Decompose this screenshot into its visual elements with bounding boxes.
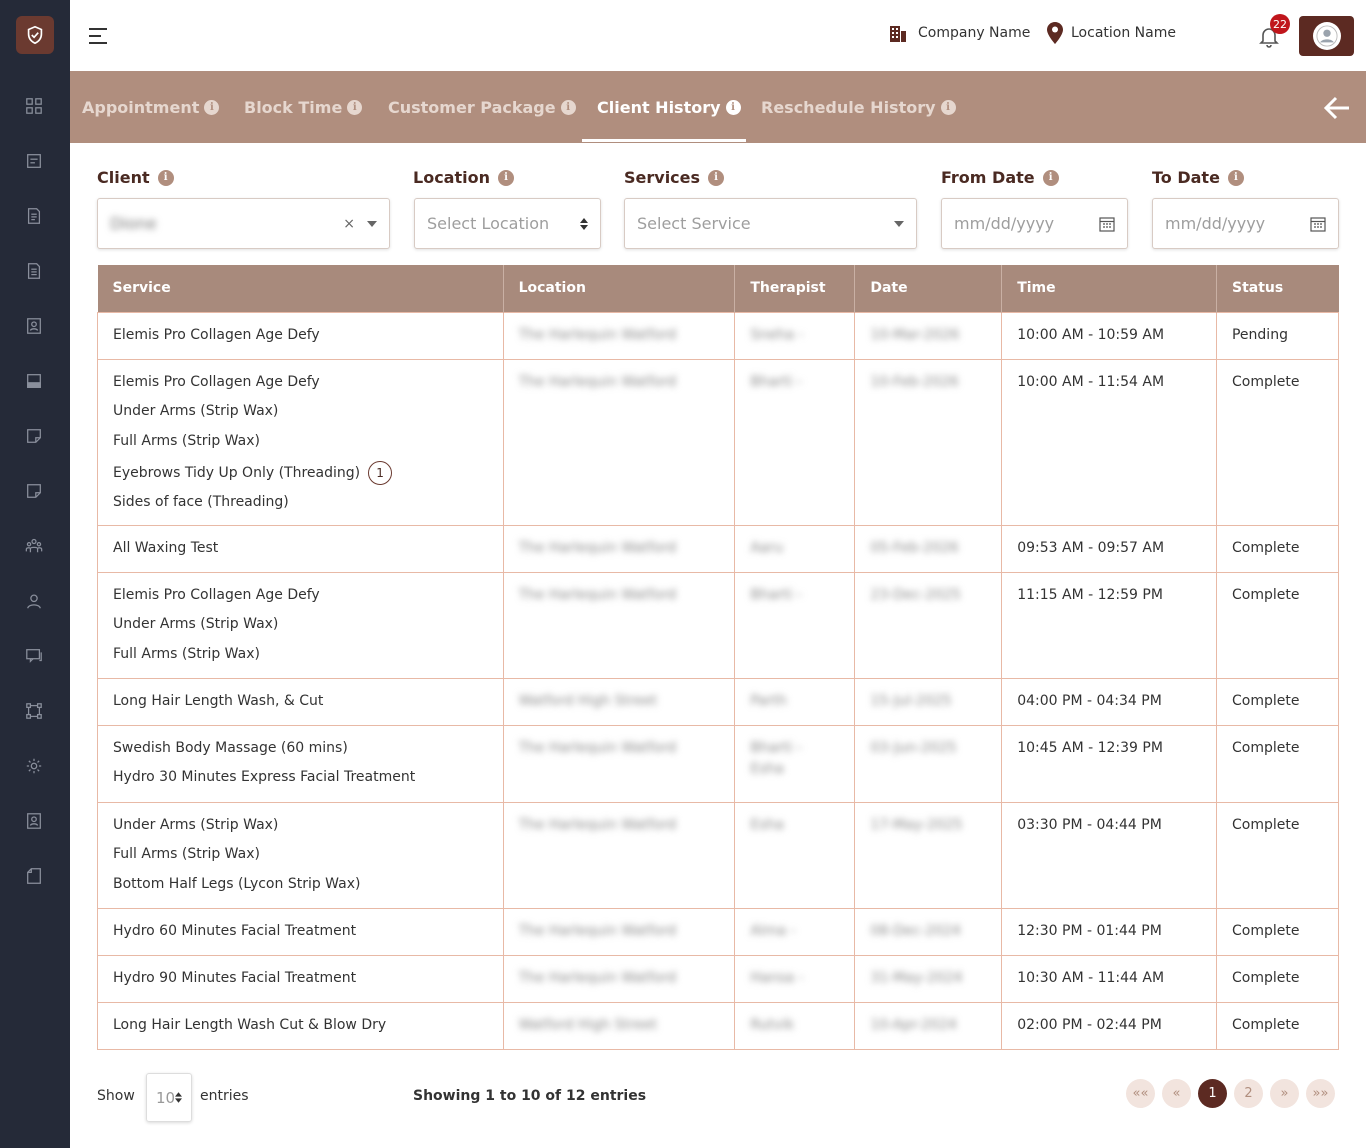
- cell-location: [503, 1002, 735, 1049]
- location-select-placeholder: Select Location: [427, 214, 550, 233]
- time-value: 11:15 AM - 12:59 PM: [1017, 586, 1163, 603]
- entries-label: entries: [200, 1088, 249, 1104]
- service-count-badge[interactable]: 1: [368, 461, 392, 485]
- tab-label: Reschedule History: [761, 97, 936, 117]
- therapist-value: Hansa -: [750, 969, 804, 986]
- from-date-placeholder: mm/dd/yyyy: [954, 214, 1055, 233]
- info-icon: i: [561, 100, 576, 115]
- service-item: [113, 644, 488, 674]
- cell-therapist: [735, 312, 855, 359]
- cell-therapist: [735, 1002, 855, 1049]
- map-pin-icon: [1047, 22, 1063, 44]
- location-value: The Harlequin Watford: [518, 922, 677, 939]
- cell-date: [855, 678, 1002, 725]
- location-label-text: Location: [413, 168, 490, 187]
- services-select[interactable]: [624, 198, 917, 249]
- time-value: 09:53 AM - 09:57 AM: [1017, 539, 1165, 556]
- service-name: Under Arms (Strip Wax): [113, 616, 279, 632]
- cell-therapist: [735, 678, 855, 725]
- location-value: The Harlequin Watford: [518, 969, 677, 986]
- contact-card-icon[interactable]: [24, 316, 44, 336]
- cell-therapist: [735, 908, 855, 955]
- chat-icon[interactable]: [24, 646, 44, 666]
- client-history-table: [97, 265, 1339, 1050]
- document-icon[interactable]: [24, 206, 44, 226]
- cell-date: [855, 572, 1002, 678]
- service-item: [113, 325, 488, 355]
- cell-date: [855, 1002, 1002, 1049]
- service-item: [113, 614, 488, 644]
- inbox-icon[interactable]: [24, 371, 44, 391]
- tab-appointment[interactable]: [82, 95, 219, 119]
- therapist-value: Bharti - Esha: [750, 739, 803, 777]
- location-filter-label: [413, 168, 514, 187]
- services-filter-label: [624, 168, 724, 187]
- service-item: [113, 921, 488, 951]
- cell-therapist: [735, 802, 855, 908]
- therapist-value: Aaru: [750, 539, 784, 556]
- cell-service: [98, 572, 504, 678]
- info-icon: i: [1043, 170, 1059, 186]
- service-item: [113, 738, 488, 768]
- table-row: [98, 1002, 1339, 1049]
- date-value: 05-Feb-2026: [870, 539, 959, 556]
- time-value: 10:30 AM - 11:44 AM: [1017, 969, 1165, 986]
- cell-date: [855, 312, 1002, 359]
- date-value: 08-Dec-2024: [870, 922, 961, 939]
- table-row: [98, 572, 1339, 678]
- cell-status: [1216, 572, 1338, 678]
- service-name: Elemis Pro Collagen Age Defy: [113, 373, 320, 390]
- column-header-location[interactable]: Location: [503, 265, 735, 312]
- team-icon[interactable]: [24, 536, 44, 556]
- table-header-row: [98, 265, 1339, 312]
- time-value: 10:00 AM - 11:54 AM: [1017, 373, 1165, 390]
- app-logo[interactable]: [16, 16, 54, 54]
- services-select-placeholder: Select Service: [637, 214, 751, 233]
- cell-location: [503, 359, 735, 525]
- client-select-value: Dione: [110, 214, 157, 233]
- location-select[interactable]: [414, 198, 601, 249]
- note-icon[interactable]: [24, 426, 44, 446]
- service-name: Full Arms (Strip Wax): [113, 645, 260, 662]
- info-icon: i: [1228, 170, 1244, 186]
- to-date-label-text: To Date: [1152, 168, 1220, 187]
- service-name: Long Hair Length Wash, & Cut: [113, 692, 324, 709]
- cell-status: [1216, 955, 1338, 1002]
- cell-location: [503, 678, 735, 725]
- pagination-last[interactable]: »»: [1306, 1079, 1335, 1108]
- service-item: [113, 767, 488, 797]
- cell-location: [503, 802, 735, 908]
- service-item: [113, 844, 488, 874]
- service-item: [113, 372, 488, 402]
- cell-therapist: [735, 572, 855, 678]
- cell-therapist: [735, 725, 855, 802]
- column-header-therapist[interactable]: Therapist: [735, 265, 855, 312]
- back-arrow-icon[interactable]: [1323, 95, 1351, 121]
- cell-date: [855, 955, 1002, 1002]
- cell-time: [1002, 359, 1217, 525]
- location-value: The Harlequin Watford: [518, 816, 677, 833]
- cell-service: [98, 1002, 504, 1049]
- date-value: 31-May-2024: [870, 969, 963, 986]
- tab-block-time[interactable]: [244, 95, 362, 119]
- service-item: [113, 968, 488, 998]
- cell-status: [1216, 678, 1338, 725]
- status-value: Complete: [1231, 1016, 1300, 1033]
- cell-status: [1216, 525, 1338, 572]
- time-value: 04:00 PM - 04:34 PM: [1017, 692, 1162, 709]
- cell-time: [1002, 525, 1217, 572]
- tab-client-history[interactable]: [597, 95, 741, 119]
- therapist-value: Parth: [750, 692, 787, 709]
- time-value: 12:30 PM - 01:44 PM: [1017, 922, 1162, 939]
- cell-date: [855, 525, 1002, 572]
- table-row: [98, 955, 1339, 1002]
- service-name: Long Hair Length Wash Cut & Blow Dry: [113, 1016, 387, 1033]
- service-name: Sides of face (Threading): [113, 494, 289, 510]
- tab-label: Customer Package: [388, 97, 556, 117]
- tab-label: Appointment: [82, 97, 200, 117]
- location-value: The Harlequin Watford: [518, 739, 677, 756]
- date-value: 10-Feb-2026: [870, 373, 959, 390]
- tab-customer-package[interactable]: [388, 95, 576, 119]
- user-silhouette-icon: [1316, 25, 1338, 47]
- location-value: The Harlequin Watford: [518, 586, 677, 603]
- table-row: [98, 725, 1339, 802]
- to-date-input[interactable]: [1152, 198, 1339, 249]
- info-icon: i: [941, 100, 956, 115]
- info-icon: i: [726, 100, 741, 115]
- tab-label: Block Time: [244, 97, 343, 117]
- service-name: Hydro 30 Minutes Express Facial Treatment: [113, 769, 416, 785]
- cell-time: [1002, 312, 1217, 359]
- cell-location: [503, 312, 735, 359]
- user-avatar-button[interactable]: [1299, 16, 1354, 56]
- service-name: All Waxing Test: [113, 539, 219, 556]
- pagination-page-2[interactable]: 2: [1234, 1079, 1263, 1108]
- cell-location: [503, 955, 735, 1002]
- cell-time: [1002, 955, 1217, 1002]
- location-value: The Harlequin Watford: [518, 539, 677, 556]
- to-date-label: [1152, 168, 1244, 187]
- info-icon: i: [498, 170, 514, 186]
- cell-time: [1002, 678, 1217, 725]
- cell-status: [1216, 802, 1338, 908]
- show-label: Show: [97, 1088, 135, 1104]
- cell-time: [1002, 1002, 1217, 1049]
- tab-reschedule-history[interactable]: [761, 95, 956, 119]
- date-value: 17-May-2025: [870, 816, 963, 833]
- cell-service: [98, 802, 504, 908]
- status-value: Complete: [1231, 739, 1300, 756]
- cell-service: [98, 725, 504, 802]
- caret-down-icon: [367, 221, 377, 227]
- date-value: 15-Jul-2025: [870, 692, 952, 709]
- location-value: Watford High Street: [518, 1016, 658, 1033]
- to-date-placeholder: mm/dd/yyyy: [1165, 214, 1266, 233]
- time-value: 03:30 PM - 04:44 PM: [1017, 816, 1162, 833]
- cell-status: [1216, 1002, 1338, 1049]
- location-value: The Harlequin Watford: [518, 326, 677, 343]
- status-value: Complete: [1231, 922, 1300, 939]
- top-bar: [70, 0, 1366, 71]
- service-name: Elemis Pro Collagen Age Defy: [113, 586, 320, 603]
- cell-service: [98, 678, 504, 725]
- date-value: 10-Apr-2024: [870, 1016, 957, 1033]
- cell-time: [1002, 802, 1217, 908]
- service-item: [113, 401, 488, 431]
- table-info: Showing 1 to 10 of 12 entries: [413, 1088, 647, 1104]
- therapist-value: Bharti -: [750, 586, 803, 603]
- cell-therapist: [735, 359, 855, 525]
- cell-service: [98, 908, 504, 955]
- time-value: 10:00 AM - 10:59 AM: [1017, 326, 1165, 343]
- from-date-label-text: From Date: [941, 168, 1035, 187]
- cell-time: [1002, 908, 1217, 955]
- file-icon[interactable]: [24, 866, 44, 886]
- cell-date: [855, 908, 1002, 955]
- sidebar: [0, 0, 70, 1148]
- status-value: Complete: [1231, 586, 1300, 603]
- company-name: Company Name: [918, 25, 1031, 41]
- location-value: Watford High Street: [518, 692, 658, 709]
- cell-time: [1002, 572, 1217, 678]
- service-item: [113, 815, 488, 845]
- sticky-note-icon[interactable]: [24, 481, 44, 501]
- service-name: Swedish Body Massage (60 mins): [113, 739, 348, 756]
- service-item: [113, 538, 488, 568]
- caret-down-icon: [894, 221, 904, 227]
- from-date-label: [941, 168, 1059, 187]
- cell-service: [98, 525, 504, 572]
- info-icon: i: [158, 170, 174, 186]
- entries-value: 10: [155, 1088, 176, 1107]
- service-name: Bottom Half Legs (Lycon Strip Wax): [113, 875, 361, 892]
- service-item: [113, 585, 488, 615]
- sort-updown-icon: [175, 1092, 182, 1103]
- cell-service: [98, 359, 504, 525]
- column-header-service[interactable]: Service: [98, 265, 504, 312]
- location-name: Location Name: [1071, 25, 1176, 41]
- profile-card-icon[interactable]: [24, 811, 44, 831]
- clear-icon[interactable]: ×: [343, 215, 355, 232]
- therapist-value: Alma -: [750, 922, 796, 939]
- gear-icon[interactable]: [24, 756, 44, 776]
- location-value: The Harlequin Watford: [518, 373, 677, 390]
- calendar-icon[interactable]: [1310, 216, 1326, 232]
- cell-date: [855, 802, 1002, 908]
- info-icon: i: [204, 100, 219, 115]
- service-name: Full Arms (Strip Wax): [113, 846, 260, 862]
- from-date-input[interactable]: [941, 198, 1128, 249]
- pagination-page-1[interactable]: 1: [1198, 1079, 1227, 1108]
- client-label-text: Client: [97, 168, 150, 187]
- status-value: Complete: [1231, 969, 1300, 986]
- date-value: 23-Dec-2025: [870, 586, 961, 603]
- cell-status: [1216, 908, 1338, 955]
- cell-service: [98, 955, 504, 1002]
- table-row: [98, 908, 1339, 955]
- entries-per-page-select[interactable]: [146, 1073, 192, 1122]
- calendar-icon[interactable]: [1099, 216, 1115, 232]
- info-icon: i: [347, 100, 362, 115]
- calendar-list-icon[interactable]: [24, 151, 44, 171]
- hamburger-menu-icon[interactable]: [88, 26, 110, 46]
- therapist-value: Bharti -: [750, 373, 803, 390]
- status-value: Pending: [1231, 326, 1288, 343]
- cell-status: [1216, 312, 1338, 359]
- cell-location: [503, 725, 735, 802]
- client-filter-label: [97, 168, 174, 187]
- notification-badge: 22: [1270, 14, 1290, 34]
- report-icon[interactable]: [24, 261, 44, 281]
- therapist-value: Rutvik: [750, 1016, 795, 1033]
- service-name: Under Arms (Strip Wax): [113, 403, 279, 419]
- dashboard-icon[interactable]: [24, 96, 44, 116]
- cell-time: [1002, 725, 1217, 802]
- service-name: Full Arms (Strip Wax): [113, 432, 260, 449]
- user-icon[interactable]: [24, 591, 44, 611]
- column-header-status[interactable]: Status: [1216, 265, 1338, 312]
- pagination-next[interactable]: »: [1270, 1079, 1299, 1108]
- service-item: [113, 1015, 488, 1045]
- therapist-value: Esha: [750, 816, 784, 833]
- cell-service: [98, 312, 504, 359]
- therapist-value: Sneha -: [750, 326, 804, 343]
- table-row: [98, 359, 1339, 525]
- cell-therapist: [735, 525, 855, 572]
- cell-location: [503, 572, 735, 678]
- cell-location: [503, 525, 735, 572]
- cell-status: [1216, 725, 1338, 802]
- cell-date: [855, 725, 1002, 802]
- date-value: 10-Mar-2026: [870, 326, 960, 343]
- date-value: 03-Jun-2025: [870, 739, 957, 756]
- pagination-first[interactable]: ««: [1126, 1079, 1155, 1108]
- tab-bar: [70, 71, 1366, 143]
- sort-updown-icon: [580, 218, 588, 230]
- services-label-text: Services: [624, 168, 701, 187]
- service-name: Elemis Pro Collagen Age Defy: [113, 326, 320, 343]
- service-name: Hydro 90 Minutes Facial Treatment: [113, 969, 357, 986]
- resize-frame-icon[interactable]: [24, 701, 44, 721]
- cell-status: [1216, 359, 1338, 525]
- pagination-previous[interactable]: «: [1162, 1079, 1191, 1108]
- table-row: [98, 525, 1339, 572]
- service-name: Hydro 60 Minutes Facial Treatment: [113, 922, 357, 939]
- status-value: Complete: [1231, 373, 1300, 390]
- company-selector[interactable]: [888, 22, 1030, 44]
- status-value: Complete: [1231, 539, 1300, 556]
- cell-date: [855, 359, 1002, 525]
- building-icon: [888, 22, 908, 44]
- avatar: [1313, 22, 1341, 50]
- active-tab-indicator: [582, 139, 746, 142]
- service-item: [113, 492, 488, 522]
- service-item: [113, 460, 488, 492]
- cell-location: [503, 908, 735, 955]
- table-row: [98, 312, 1339, 359]
- status-value: Complete: [1231, 692, 1300, 709]
- status-value: Complete: [1231, 816, 1300, 833]
- service-item: [113, 431, 488, 461]
- shield-check-icon: [24, 24, 46, 46]
- column-header-date[interactable]: Date: [855, 265, 1002, 312]
- service-item: [113, 691, 488, 721]
- time-value: 02:00 PM - 02:44 PM: [1017, 1016, 1162, 1033]
- time-value: 10:45 AM - 12:39 PM: [1017, 739, 1163, 756]
- cell-therapist: [735, 955, 855, 1002]
- info-icon: i: [708, 170, 724, 186]
- client-select[interactable]: [97, 198, 390, 249]
- table-row: [98, 802, 1339, 908]
- service-name: Under Arms (Strip Wax): [113, 816, 279, 833]
- service-item: [113, 874, 488, 904]
- location-selector[interactable]: [1047, 22, 1176, 44]
- table-row: [98, 678, 1339, 725]
- service-name: Eyebrows Tidy Up Only (Threading): [113, 465, 361, 481]
- column-header-time[interactable]: Time: [1002, 265, 1217, 312]
- tab-label: Client History: [597, 97, 721, 117]
